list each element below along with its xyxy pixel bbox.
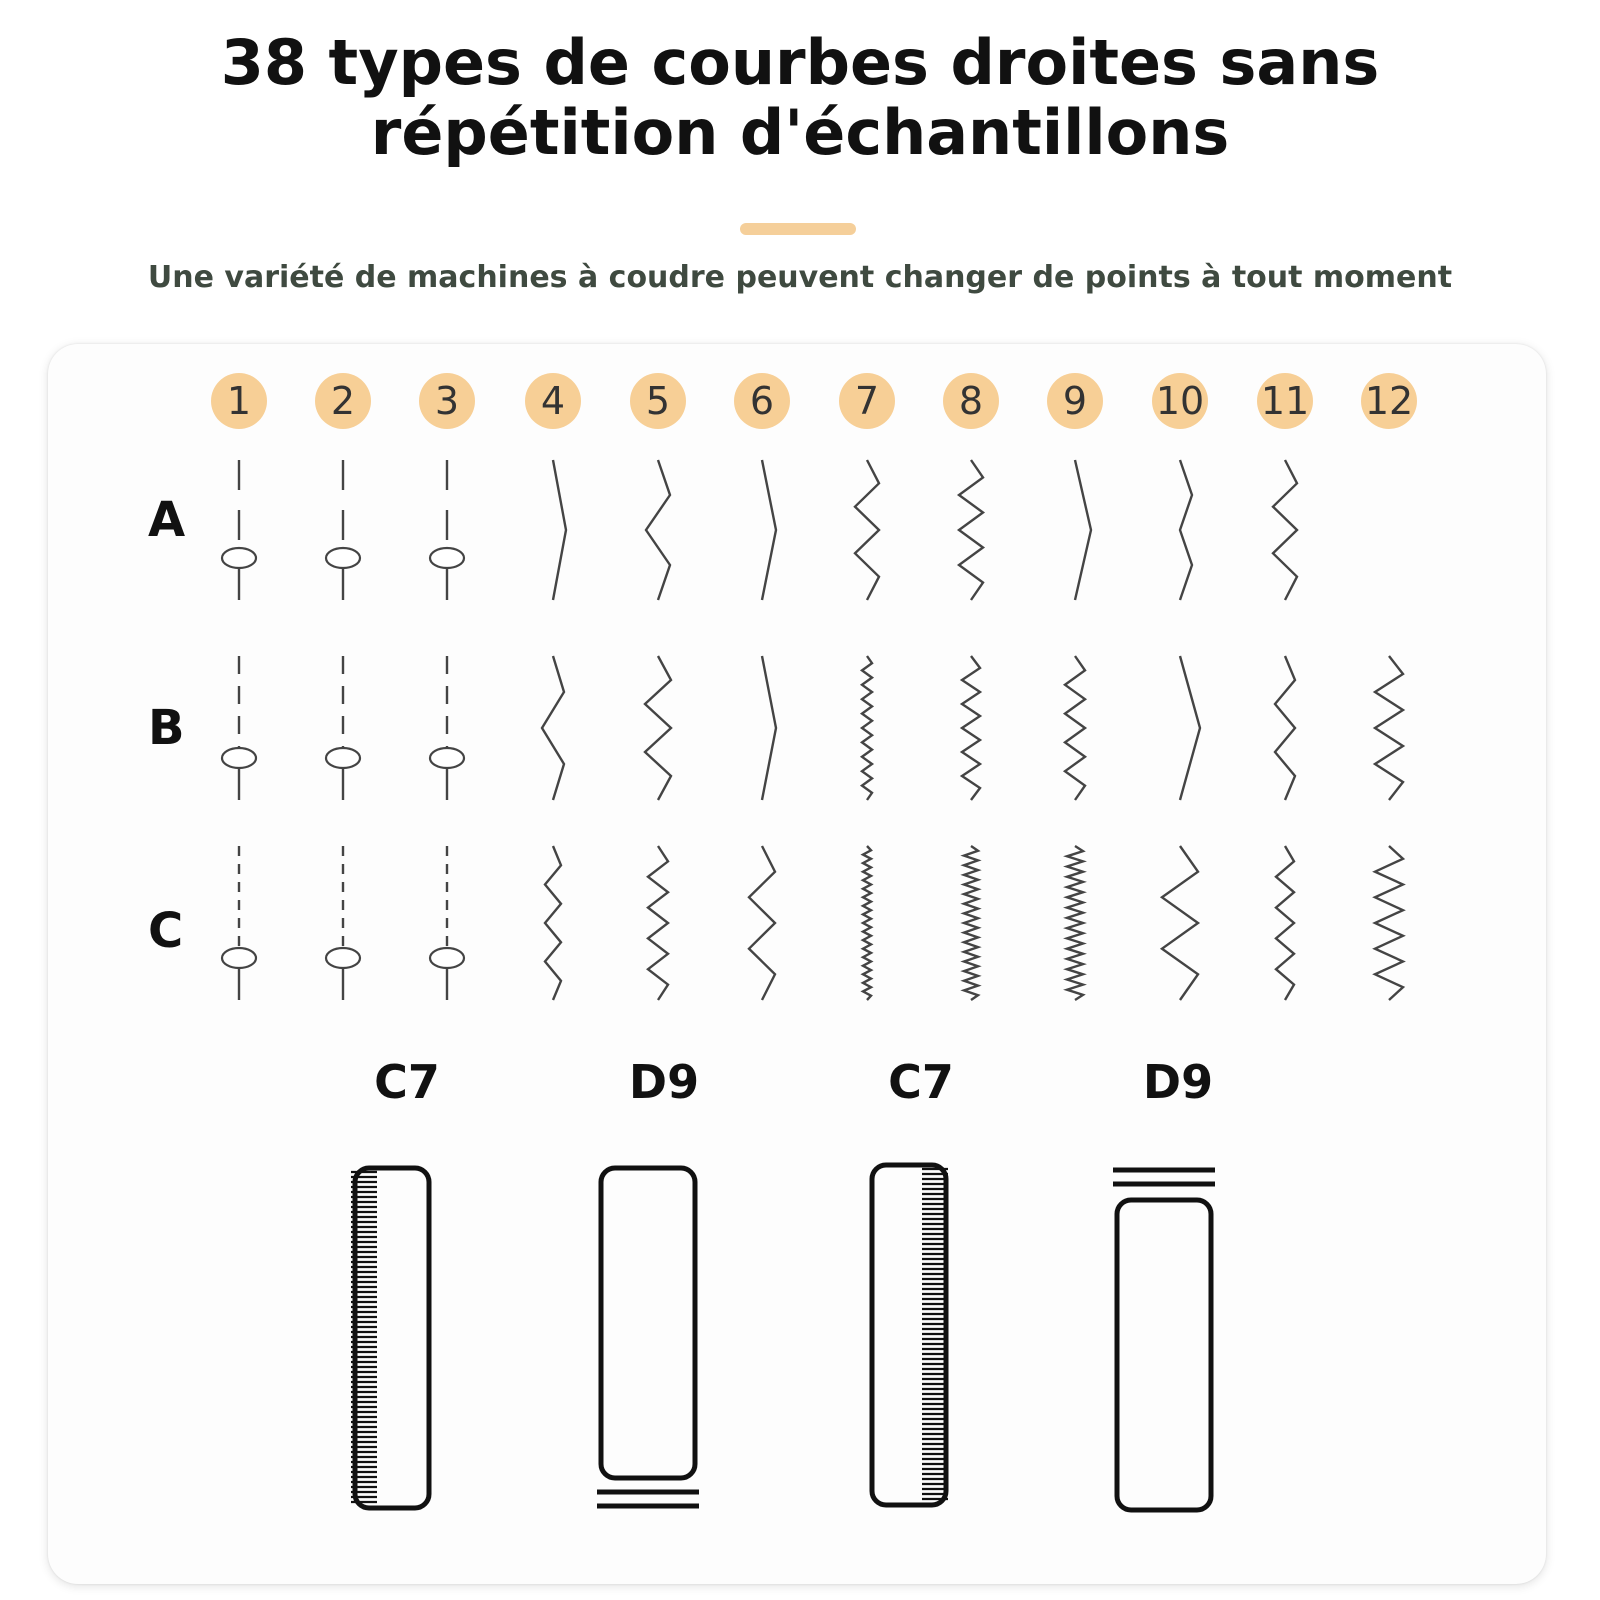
zigzag-stitch <box>1375 656 1403 800</box>
stitch-number-2: 2 <box>315 373 371 429</box>
zigzag-stitch <box>1180 656 1200 800</box>
stitch-number-5: 5 <box>630 373 686 429</box>
zigzag-stitch <box>553 460 566 600</box>
stitch-knot <box>326 548 360 568</box>
row-label-a: A <box>148 492 186 548</box>
stitch-number-6: 6 <box>734 373 790 429</box>
zigzag-stitch <box>749 846 775 1000</box>
zigzag-stitch <box>762 460 776 600</box>
stitch-knot <box>222 548 256 568</box>
stitch-knot <box>222 748 256 768</box>
zigzag-stitch <box>648 846 668 1000</box>
zigzag-stitch <box>1067 846 1083 1000</box>
zigzag-stitch <box>1275 656 1295 800</box>
stitch-number-7: 7 <box>839 373 895 429</box>
zigzag-stitch <box>645 656 671 800</box>
stitch-knot <box>430 748 464 768</box>
zigzag-stitch <box>1273 460 1297 600</box>
zigzag-stitch <box>964 846 978 1000</box>
foot-label-d9-left: D9 <box>628 1055 700 1109</box>
stitch-number-3: 3 <box>419 373 475 429</box>
zigzag-stitch <box>862 656 872 800</box>
foot-label-d9-right: D9 <box>1142 1055 1214 1109</box>
presser-feet <box>351 1165 1215 1510</box>
zigzag-stitch <box>1162 846 1198 1000</box>
zigzag-stitch <box>762 656 776 800</box>
presser-foot <box>1117 1200 1211 1510</box>
stitch-number-8: 8 <box>943 373 999 429</box>
zigzag-stitch <box>545 846 561 1000</box>
stitch-number-1: 1 <box>211 373 267 429</box>
stitch-patterns <box>222 460 1403 1000</box>
foot-label-c7-left: C7 <box>374 1055 440 1109</box>
title-line-1: 38 types de courbes droites sans <box>220 26 1380 99</box>
zigzag-stitch <box>1375 846 1403 1000</box>
zigzag-stitch <box>1065 656 1085 800</box>
zigzag-stitch <box>1180 460 1192 600</box>
stitch-number-11: 11 <box>1257 373 1313 429</box>
title-line-2: répétition d'échantillons <box>370 96 1230 169</box>
foot-label-c7-right: C7 <box>888 1055 954 1109</box>
zigzag-stitch <box>962 656 980 800</box>
zigzag-stitch <box>1075 460 1091 600</box>
stitch-knot <box>326 748 360 768</box>
zigzag-stitch <box>959 460 983 600</box>
stitch-number-4: 4 <box>525 373 581 429</box>
zigzag-stitch <box>1276 846 1294 1000</box>
stitch-number-9: 9 <box>1047 373 1103 429</box>
row-label-b: B <box>148 700 185 756</box>
presser-foot <box>601 1168 695 1478</box>
zigzag-stitch <box>542 656 564 800</box>
page-subtitle: Une variété de machines à coudre peuvent changer de points à tout moment <box>147 260 1453 295</box>
zigzag-stitch <box>863 846 871 1000</box>
row-label-c: C <box>148 903 184 959</box>
stitch-knot <box>430 948 464 968</box>
stitch-knot <box>430 548 464 568</box>
stitch-number-12: 12 <box>1361 373 1417 429</box>
zigzag-stitch <box>855 460 879 600</box>
stitch-knot <box>222 948 256 968</box>
zigzag-stitch <box>646 460 670 600</box>
stitch-knot <box>326 948 360 968</box>
stitch-number-10: 10 <box>1152 373 1208 429</box>
